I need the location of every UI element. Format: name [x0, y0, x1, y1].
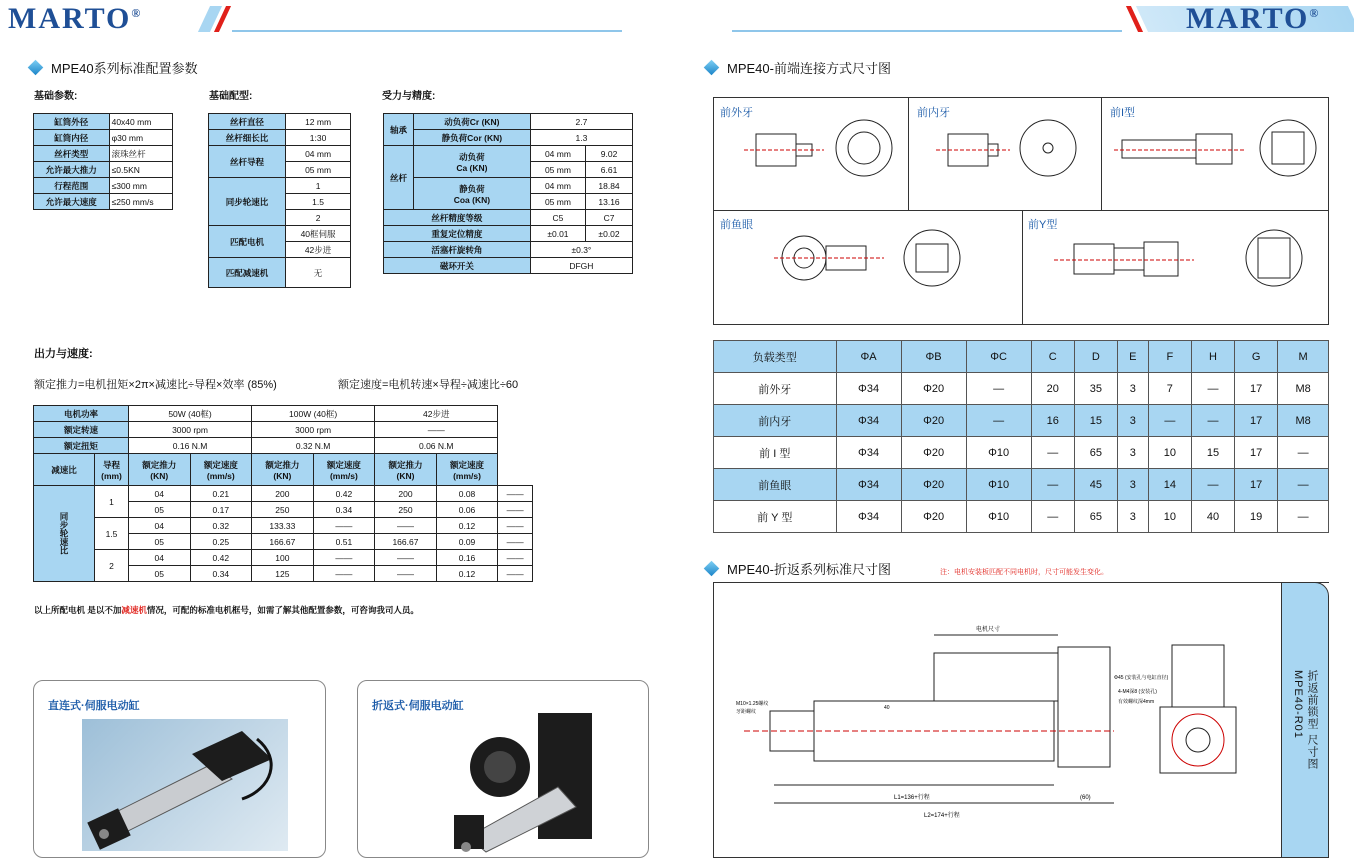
dims-cell: — — [1148, 405, 1191, 437]
perf-cell: 0.42 — [190, 550, 252, 566]
header-line-left — [232, 30, 622, 32]
dims-cell: — — [1191, 469, 1234, 501]
basic-row — [34, 178, 173, 194]
dims-cell: 3 — [1117, 373, 1148, 405]
dims-header: C — [1031, 341, 1074, 373]
dims-cell: 前鱼眼 — [714, 469, 837, 501]
perf-cell: 200 — [252, 486, 314, 502]
dims-cell: — — [1278, 437, 1329, 469]
dims-cell: Φ10 — [966, 501, 1031, 533]
dims-row — [714, 373, 1329, 405]
drawing-label-ext: 前外牙 — [720, 107, 753, 119]
ratio-cell: 2 — [95, 550, 129, 582]
dims-cell: 15 — [1191, 437, 1234, 469]
product-card-fold — [357, 680, 649, 858]
speed-heading: 出力与速度: — [34, 348, 93, 360]
dims-row — [714, 469, 1329, 501]
dwg-l1: L1=136+行程 — [894, 795, 930, 801]
dims-cell: 3 — [1117, 501, 1148, 533]
dims-cell: Φ34 — [836, 405, 901, 437]
dims-header: F — [1148, 341, 1191, 373]
perf-cell: 0.09 — [436, 534, 498, 550]
logo-left: MARTO® — [8, 2, 143, 35]
perf-row — [34, 518, 533, 534]
dims-cell: 17 — [1235, 373, 1278, 405]
perf-cell: 05 — [129, 502, 191, 518]
dwg-60: (60) — [1080, 795, 1091, 801]
perf-cell: 125 — [252, 566, 314, 582]
perf-cell: 166.67 — [375, 534, 437, 550]
dims-cell: Φ20 — [901, 405, 966, 437]
dims-cell: 17 — [1235, 405, 1278, 437]
perf-cell: 0.34 — [190, 566, 252, 582]
dims-cell: Φ34 — [836, 437, 901, 469]
ratio-cell: 1 — [95, 486, 129, 518]
perf-cell: 0.06 — [436, 502, 498, 518]
dwg-holes3: 有效螺纹深4mm — [1118, 699, 1155, 705]
perf-cell: —— — [313, 566, 375, 582]
dims-cell: Φ20 — [901, 501, 966, 533]
perf-cell: —— — [375, 518, 437, 534]
perf-row — [34, 550, 533, 566]
cfg-k1: 丝杆直径 — [209, 114, 286, 130]
drawing-label-y: 前Y型 — [1028, 219, 1058, 231]
drawing-label-fisheye: 前鱼眼 — [720, 219, 753, 231]
dims-cell: 17 — [1235, 469, 1278, 501]
dims-cell: 16 — [1031, 405, 1074, 437]
dims-cell: — — [1031, 437, 1074, 469]
dims-cell: 40 — [1191, 501, 1234, 533]
dims-header: E — [1117, 341, 1148, 373]
dims-cell: — — [966, 405, 1031, 437]
dims-row — [714, 405, 1329, 437]
drawing-label-i: 前I型 — [1110, 107, 1136, 119]
sync-ratio-label: 同步轮速比 — [34, 486, 95, 582]
dwg-pitch: 牙距螺纹 — [736, 709, 757, 715]
dims-row — [714, 437, 1329, 469]
dims-cell: 前内牙 — [714, 405, 837, 437]
basic-value: ≤300 mm — [109, 178, 172, 194]
perf-cell: —— — [498, 566, 533, 582]
dims-cell: 65 — [1074, 501, 1117, 533]
dims-cell: Φ20 — [901, 437, 966, 469]
perf-cell: —— — [498, 486, 533, 502]
basic-value: 滚珠丝杆 — [109, 146, 172, 162]
perf-cell: 166.67 — [252, 534, 314, 550]
config-heading: 基础配型: — [209, 91, 253, 102]
basic-row — [34, 162, 173, 178]
dims-cell: — — [1031, 469, 1074, 501]
front-dims-table — [713, 340, 1329, 533]
basic-heading: 基础参数: — [34, 91, 78, 102]
actuator-direct-icon — [82, 719, 288, 851]
dims-cell: Φ34 — [836, 501, 901, 533]
side-label-text: 折返前锁型 尺寸图 MPE40-R01 — [1292, 669, 1318, 771]
dims-header: ΦA — [836, 341, 901, 373]
product-card-direct — [33, 680, 326, 858]
perf-cell: 133.33 — [252, 518, 314, 534]
perf-cell: 0.25 — [190, 534, 252, 550]
dims-cell: Φ20 — [901, 469, 966, 501]
dims-header: M — [1278, 341, 1329, 373]
section-title-fold: MPE40-折返系列标准尺寸图 — [706, 559, 891, 578]
dims-cell: Φ10 — [966, 469, 1031, 501]
perf-cell: 0.34 — [313, 502, 375, 518]
dims-cell: 3 — [1117, 469, 1148, 501]
actuator-fold-icon — [448, 707, 608, 855]
perf-cell: 250 — [252, 502, 314, 518]
dwg-m10: M10×1.25螺纹 — [736, 701, 769, 707]
front-drawings-svg — [714, 98, 1328, 324]
dims-cell: — — [1031, 501, 1074, 533]
basic-key: 缸筒内径 — [34, 130, 110, 146]
formula-thrust: 额定推力=电机扭矩×2π×减速比÷导程×效率 (85%) — [34, 379, 277, 391]
perf-cell: 250 — [375, 502, 437, 518]
dims-row — [714, 501, 1329, 533]
fold-side-label — [1281, 582, 1329, 858]
performance-table: 电机功率 50W (40框) 100W (40框) 42步进 额定转速 3000 rpm 3000 rpm —— 额定扭矩 0.16 N.M 0.32 N.M 0.06 N.M 减速比 导程 (mm) 额定推力 (KN) 额定速度 (mm/s) 额定推力 (KN) 额定速度 (mm/s) 额定推力 (KN) 额定速度 (mm/s) 同步轮速比 1 04 0.21 200 0.42 200 0.08 —— 05 0.17 250 0.34 250 0.06 —— 1.5 04 0.32 133.33 —— —— 0.12 —— 05 0.25 166.67 0.51 166.67 0.09 —— 2 04 0.42 100 —— —— 0.16 —— 05 0.34 125 —— —— 0.12 —— — [33, 405, 533, 582]
dims-cell: — — [966, 373, 1031, 405]
dims-cell: 65 — [1074, 437, 1117, 469]
dims-cell: 前外牙 — [714, 373, 837, 405]
dims-cell: 7 — [1148, 373, 1191, 405]
dims-cell: 3 — [1117, 437, 1148, 469]
basic-value: φ30 mm — [109, 130, 172, 146]
basic-row — [34, 130, 173, 146]
force-table: 轴承 动负荷Cr (KN) 2.7 静负荷Cor (KN) 1.3 丝杆 动负荷 Ca (KN) 04 mm 9.02 05 mm 6.61 静负荷 Coa (KN) 04 mm 18.84 05 mm 13.16 丝杆精度等级 C5 C7 重复定位精度 ±0.01 ±0.02 活塞杆旋转角 ±0.3° 磁环开关 DFGH — [383, 113, 633, 274]
dims-cell: 3 — [1117, 405, 1148, 437]
config-table: 丝杆直径 12 mm 丝杆细长比 1:30 丝杆导程 04 mm 05 mm 同步轮速比 1 1.5 2 匹配电机 40框伺服 42步进 匹配减速机 无 — [208, 113, 351, 288]
front-drawings-panel — [713, 97, 1329, 325]
perf-cell: 0.17 — [190, 502, 252, 518]
perf-cell: 100 — [252, 550, 314, 566]
dwg-motor: 电机尺寸 — [976, 627, 1001, 633]
basic-row — [34, 114, 173, 130]
perf-row — [34, 486, 533, 502]
perf-cell: 05 — [129, 566, 191, 582]
section-title-config: MPE40系列标准配置参数 — [30, 58, 198, 77]
config-note: 以上所配电机 是以不加减速机情况，可配的标准电机框号，如需了解其他配置参数，可咨询我司人员。 — [34, 605, 419, 615]
perf-cell: 04 — [129, 486, 191, 502]
basic-row — [34, 194, 173, 210]
dims-cell: 前 I 型 — [714, 437, 837, 469]
dims-cell: Φ34 — [836, 373, 901, 405]
perf-cell: —— — [313, 550, 375, 566]
dims-cell: 19 — [1235, 501, 1278, 533]
perf-cell: 04 — [129, 518, 191, 534]
dims-cell: 14 — [1148, 469, 1191, 501]
dims-header: 负载类型 — [714, 341, 837, 373]
dims-cell: 10 — [1148, 501, 1191, 533]
basic-row — [34, 146, 173, 162]
basic-key: 缸筒外径 — [34, 114, 110, 130]
force-heading: 受力与精度: — [382, 91, 436, 102]
perf-cell: —— — [313, 518, 375, 534]
perf-cell: —— — [498, 518, 533, 534]
dims-cell: — — [1191, 373, 1234, 405]
basic-value: 40x40 mm — [109, 114, 172, 130]
basic-key: 允许最大速度 — [34, 194, 110, 210]
dims-cell: 15 — [1074, 405, 1117, 437]
diamond-icon — [28, 60, 44, 76]
dims-cell: 35 — [1074, 373, 1117, 405]
perf-cell: —— — [498, 502, 533, 518]
basic-key: 行程范围 — [34, 178, 110, 194]
dwg-holes2: 4-M4深8 (安装孔) — [1118, 689, 1157, 695]
dwg-holes1: Φ45 (安装孔与电缸直径) — [1114, 675, 1169, 681]
dims-cell: Φ10 — [966, 437, 1031, 469]
fold-drawing-svg — [714, 583, 1280, 857]
perf-cell: 0.21 — [190, 486, 252, 502]
fold-note: 注：电机安装板匹配不同电机时，尺寸可能发生变化。 — [940, 569, 1108, 576]
perf-cell: 0.51 — [313, 534, 375, 550]
basic-value: ≤250 mm/s — [109, 194, 172, 210]
perf-cell: —— — [498, 534, 533, 550]
fold-drawing-panel — [713, 582, 1329, 858]
dims-cell: — — [1278, 501, 1329, 533]
perf-cell: 0.08 — [436, 486, 498, 502]
card-title-direct: 直连式·伺服电动缸 — [48, 700, 140, 712]
dims-header: H — [1191, 341, 1234, 373]
section-title-front: MPE40-前端连接方式尺寸图 — [706, 58, 891, 77]
dims-cell: Φ34 — [836, 469, 901, 501]
product-photo-direct — [82, 719, 288, 851]
basic-params-table — [33, 113, 173, 210]
diamond-icon — [704, 561, 720, 577]
perf-cell: 04 — [129, 550, 191, 566]
perf-cell: —— — [375, 566, 437, 582]
perf-cell: 0.12 — [436, 566, 498, 582]
dims-cell: 前 Y 型 — [714, 501, 837, 533]
dims-cell: Φ20 — [901, 373, 966, 405]
product-photo-fold — [448, 707, 608, 855]
basic-key: 允许最大推力 — [34, 162, 110, 178]
perf-cell: 05 — [129, 534, 191, 550]
perf-cell: 0.16 — [436, 550, 498, 566]
dims-cell: 10 — [1148, 437, 1191, 469]
dims-cell: M8 — [1278, 405, 1329, 437]
logo-right: MARTO® — [1186, 2, 1321, 35]
dims-header: ΦC — [966, 341, 1031, 373]
perf-cell: —— — [375, 550, 437, 566]
basic-value: ≤0.5KN — [109, 162, 172, 178]
dims-header: G — [1235, 341, 1278, 373]
dwg-l2: L2=174+行程 — [924, 813, 960, 819]
header-line-right — [732, 30, 1122, 32]
card-title-fold: 折返式·伺服电动缸 — [372, 700, 464, 712]
perf-cell: —— — [498, 550, 533, 566]
dims-cell: 17 — [1235, 437, 1278, 469]
drawing-label-int: 前内牙 — [917, 107, 950, 119]
dwg-40: 40 — [884, 705, 890, 711]
perf-cell: 0.12 — [436, 518, 498, 534]
perf-cell: 0.42 — [313, 486, 375, 502]
diamond-icon — [704, 60, 720, 76]
ratio-cell: 1.5 — [95, 518, 129, 550]
dims-header: D — [1074, 341, 1117, 373]
dims-cell: M8 — [1278, 373, 1329, 405]
perf-cell: 0.32 — [190, 518, 252, 534]
dims-cell: — — [1278, 469, 1329, 501]
formula-speed: 额定速度=电机转速×导程÷减速比÷60 — [338, 379, 519, 391]
dims-cell: — — [1191, 405, 1234, 437]
dims-cell: 45 — [1074, 469, 1117, 501]
dims-cell: 20 — [1031, 373, 1074, 405]
basic-key: 丝杆类型 — [34, 146, 110, 162]
perf-cell: 200 — [375, 486, 437, 502]
dims-header: ΦB — [901, 341, 966, 373]
